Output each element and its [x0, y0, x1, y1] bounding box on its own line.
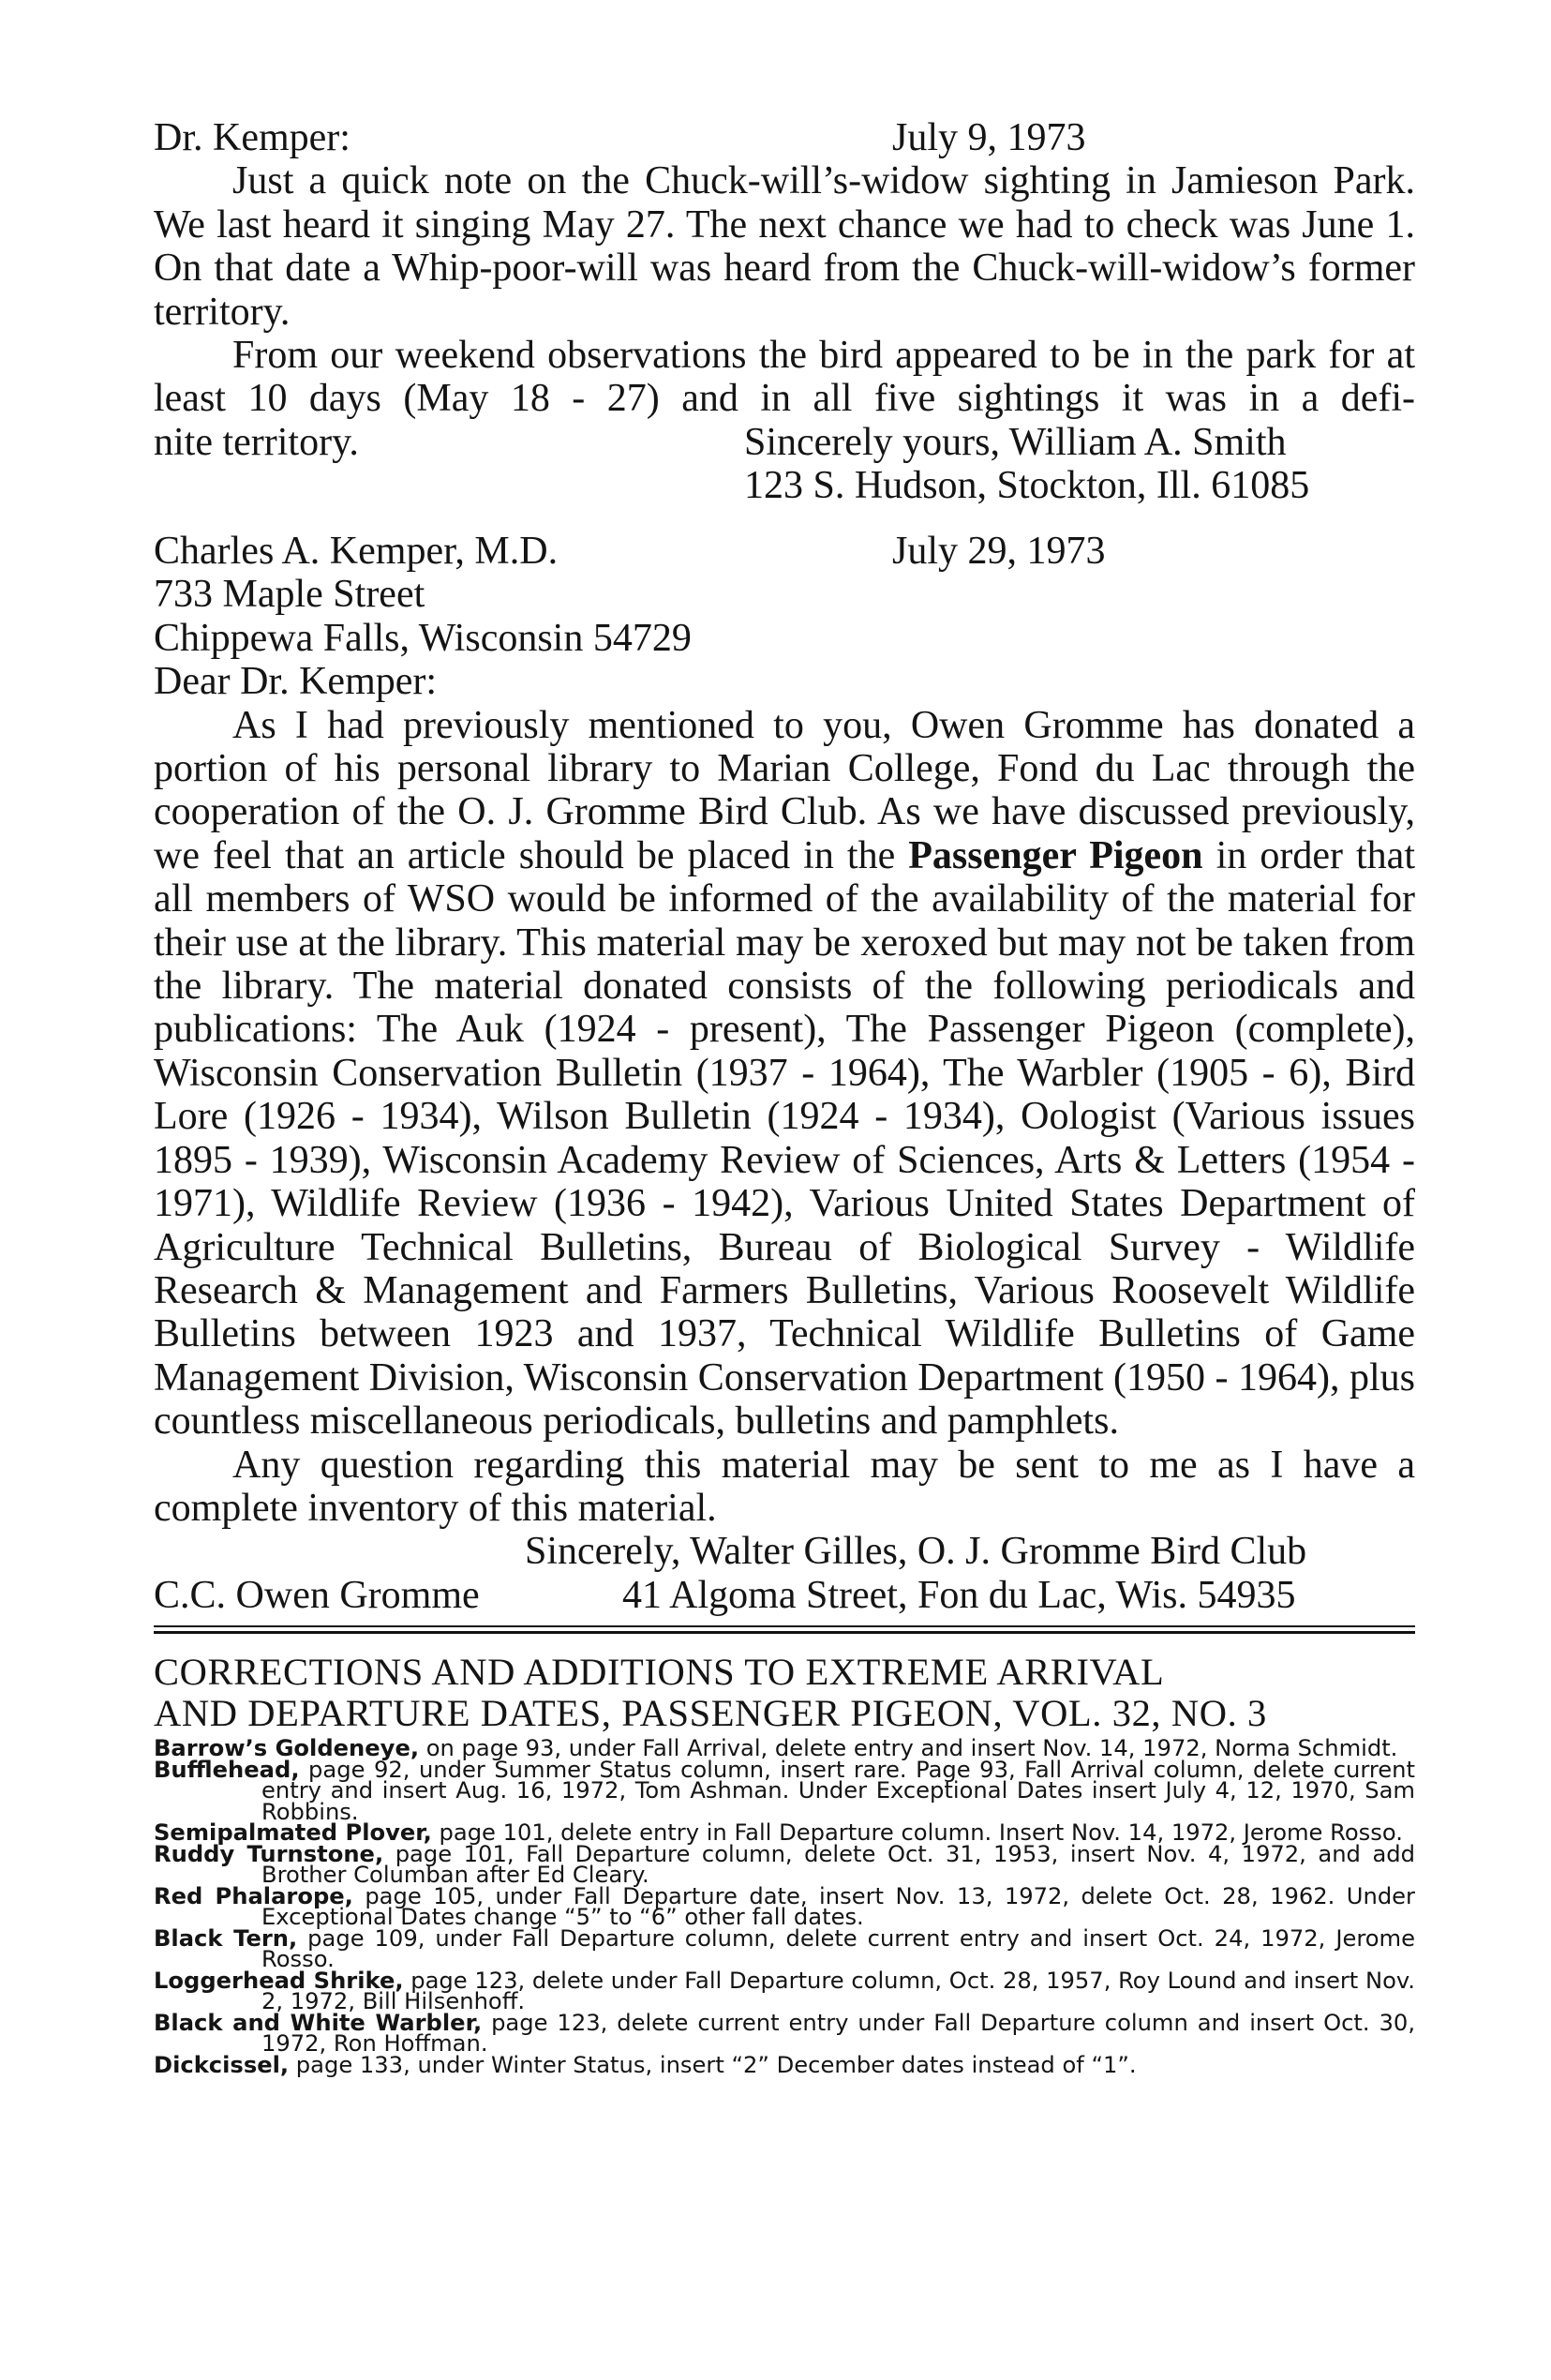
- divider: [154, 1631, 1415, 1634]
- correction-text: on page 93, under Fall Arrival, delete entry and insert Nov. 14, 1972, Norma Schmidt.: [419, 1735, 1398, 1761]
- paragraph: Just a quick note on the Chuck-will’s-widow sighting in Jamieson Park. We last heard it singing May 27. The next chance we had to check was June 1. On that date a Whip-poor-will was heard from the Chuck-will-widow’s former territory.: [154, 159, 1415, 334]
- correction-text: page 133, under Winter Status, insert “2” December dates instead of “1”.: [289, 2051, 1137, 2078]
- recipient-name: Charles A. Kemper, M.D.: [154, 530, 559, 573]
- letter-date: July 9, 1973: [892, 116, 1086, 159]
- species-name: Semipalmated Plover,: [154, 1819, 432, 1846]
- paragraph-line: From our weekend observations the bird appeared to be in the park: [232, 334, 1317, 378]
- letter-header: [154, 116, 1415, 159]
- salutation: Dr. Kemper:: [154, 116, 350, 159]
- letter-smith: [154, 116, 1415, 508]
- recipient-city: Chippewa Falls, Wisconsin 54729: [154, 616, 692, 660]
- species-name: Loggerhead Shrike,: [154, 1967, 404, 1994]
- cc-line: [154, 1574, 1415, 1617]
- letter-date: July 29, 1973: [892, 530, 1106, 573]
- species-name: Barrow’s Goldeneye,: [154, 1735, 420, 1761]
- divider: [154, 1625, 1415, 1627]
- list-item: [154, 1756, 1415, 1825]
- signoff: Sincerely yours, William A. Smith: [744, 420, 1287, 464]
- correction-text: page 101, delete entry in Fall Departure column. Insert Nov. 14, 1972, Jerome Rosso.: [431, 1819, 1403, 1846]
- list-item: [154, 1924, 1415, 1972]
- cc: C.C. Owen Gromme: [154, 1573, 480, 1617]
- heading-line: AND DEPARTURE DATES, PASSENGER PIGEON, VOL. 32, NO. 3: [154, 1692, 1267, 1734]
- list-item: [154, 1840, 1415, 1888]
- correction-text: page 92, under Summer Status column, insert rare. Page 93, Fall Arrival column, delete current entry and insert Aug. 16, 1972, Tom Ashman. Under Exceptional Dates insert July 4, 12, 1970, Sam Robbins.: [261, 1756, 1415, 1825]
- list-item: [154, 2051, 1415, 2078]
- species-name: Red Phalarope,: [154, 1882, 353, 1909]
- correction-text: page 105, under Fall Departure date, insert Nov. 13, 1972, delete Oct. 28, 1962. Under Exceptional Dates change “5” to “6” other fall dates.: [261, 1882, 1415, 1930]
- list-item: [154, 1882, 1415, 1930]
- correction-text: page 123, delete under Fall Departure column, Oct. 28, 1957, Roy Lound and insert Nov. 2, 1972, Bill Hilsenhoff.: [261, 1967, 1415, 2014]
- paragraph-text: As I had previously mentioned to you, Owen Gromme has donated a portion of his personal library to Marian College, Fond du Lac through the cooperation of the O. J. Gromme Bird Club. As we have discussed previously, we feel that an article should be placed in the: [154, 703, 1415, 877]
- species-name: Dickcissel,: [154, 2051, 290, 2078]
- paragraph-text: in order that all members of WSO would be informed of the availability of the material for their use at the library. This material may be xeroxed but may not be taken from the library. The material donated consists of the following periodicals and publications: The Auk (1924 - present), The Passenger Pigeon (complete), Wisconsin Conservation Bulletin (1937 - 1964), The Warbler (1905 - 6), Bird Lore (1926 - 1934), Wilson Bulletin (1924 - 1934), Oologist (Various issues 1895 - 1939), Wisconsin Academy Review of Sciences, Arts & Letters (1954 - 1971), Wildlife Review (1936 - 1942), Various United States Department of Agriculture Technical Bulletins, Bureau of Biological Survey - Wildlife Research & Management and Farmers Bulletins, Various Roosevelt Wildlife Bulletins between 1923 and 1937, Technical Wildlife Bulletins of Game Management Division, Wisconsin Conservation Department (1950 - 1964), plus countless miscellaneous periodicals, bulletins and pamphlets.: [154, 833, 1415, 1444]
- list-item: [154, 1967, 1415, 2014]
- correction-text: page 101, Fall Departure column, delete Oct. 31, 1953, insert Nov. 4, 1972, and add Brother Columban after Ed Cleary.: [261, 1840, 1415, 1888]
- paragraph: [154, 704, 1415, 1444]
- species-name: Black Tern,: [154, 1924, 298, 1952]
- species-name: Ruddy Turnstone,: [154, 1840, 384, 1867]
- correction-text: page 109, under Fall Departure column, delete current entry and insert Oct. 24, 1972, Jerome Rosso.: [261, 1924, 1415, 1972]
- salutation: Dear Dr. Kemper:: [154, 660, 438, 704]
- closing-line: [154, 421, 1415, 464]
- journal-name: Passenger Pigeon: [908, 833, 1203, 877]
- letter-header: [154, 530, 1415, 573]
- list-item: [154, 2009, 1416, 2057]
- corrections-list: [154, 1735, 1416, 2078]
- sender-address: 123 S. Hudson, Stockton, Ill. 61085: [744, 464, 1310, 508]
- paragraph: [154, 334, 1415, 421]
- sender-address: 41 Algoma Street, Fon du Lac, Wis. 54935: [622, 1573, 1296, 1617]
- correction-text: page 123, delete current entry under Fall Departure column and insert Oct. 30, 1972, Ron Hoffman.: [261, 2009, 1416, 2057]
- letter-gilles: [154, 530, 1415, 1617]
- paragraph: Any question regarding this material may be sent to me as I have a complete inventory of this material.: [154, 1443, 1415, 1530]
- heading-line: CORRECTIONS AND ADDITIONS TO EXTREME ARRIVAL: [154, 1651, 1165, 1693]
- paragraph-end: nite territory.: [154, 420, 359, 464]
- section-heading: [154, 1652, 1415, 1734]
- paragraph-line: for at least 10 days (May 18 - 27) and in all five sightings it was in a defi-: [154, 334, 1415, 421]
- recipient-street: 733 Maple Street: [154, 573, 425, 617]
- species-name: Black and White Warbler,: [154, 2009, 483, 2036]
- signoff: Sincerely, Walter Gilles, O. J. Gromme Bird Club: [525, 1530, 1307, 1574]
- species-name: Bufflehead,: [154, 1756, 300, 1783]
